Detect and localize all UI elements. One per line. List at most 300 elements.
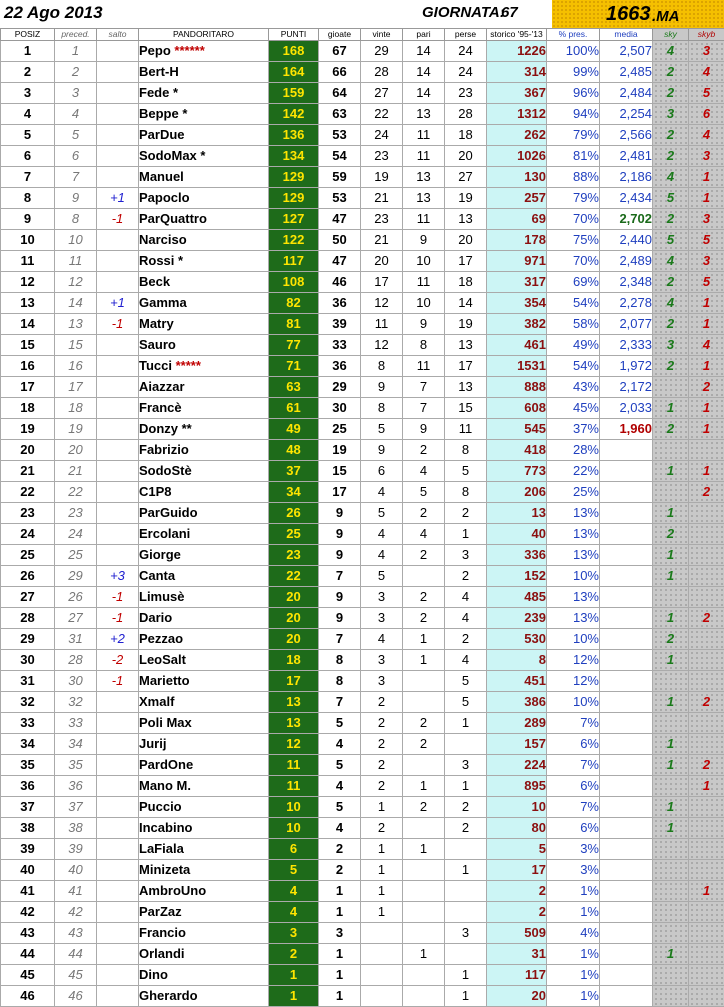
average-cell xyxy=(600,881,653,902)
skyb-cell xyxy=(689,713,724,734)
historical-cell: 80 xyxy=(487,818,547,839)
draws-cell: 4 xyxy=(403,461,445,482)
rank-change-cell xyxy=(97,839,139,860)
played-cell: 4 xyxy=(319,734,361,755)
skyb-cell xyxy=(689,944,724,965)
rank-change-cell xyxy=(97,440,139,461)
losses-cell: 20 xyxy=(445,230,487,251)
position-cell: 15 xyxy=(1,335,55,356)
player-name: Donzy ** xyxy=(139,421,192,436)
played-cell: 67 xyxy=(319,41,361,62)
played-cell: 9 xyxy=(319,587,361,608)
wins-cell: 4 xyxy=(361,482,403,503)
wins-cell: 1 xyxy=(361,797,403,818)
attendance-cell: 1% xyxy=(547,881,600,902)
attendance-cell: 88% xyxy=(547,167,600,188)
skyb-cell: 2 xyxy=(689,377,724,398)
player-name-cell xyxy=(139,650,269,671)
historical-cell: 10 xyxy=(487,797,547,818)
skyb-cell: 1 xyxy=(689,293,724,314)
points-cell: 12 xyxy=(269,734,319,755)
attendance-cell: 3% xyxy=(547,860,600,881)
player-name: Orlandi xyxy=(139,946,185,961)
previous-position-cell: 40 xyxy=(55,860,97,881)
table-row xyxy=(1,629,724,650)
losses-cell: 1 xyxy=(445,965,487,986)
points-cell: 34 xyxy=(269,482,319,503)
losses-cell: 13 xyxy=(445,377,487,398)
historical-cell: 367 xyxy=(487,83,547,104)
points-cell: 61 xyxy=(269,398,319,419)
played-cell: 64 xyxy=(319,83,361,104)
losses-cell: 5 xyxy=(445,461,487,482)
player-name-cell xyxy=(139,566,269,587)
historical-cell: 69 xyxy=(487,209,547,230)
position-cell: 1 xyxy=(1,41,55,62)
skyb-cell xyxy=(689,545,724,566)
wins-cell: 1 xyxy=(361,881,403,902)
average-cell xyxy=(600,461,653,482)
rank-change-cell xyxy=(97,986,139,1007)
points-cell: 129 xyxy=(269,188,319,209)
average-cell xyxy=(600,566,653,587)
position-cell: 23 xyxy=(1,503,55,524)
average-cell xyxy=(600,629,653,650)
losses-cell: 1 xyxy=(445,776,487,797)
losses-cell: 28 xyxy=(445,104,487,125)
player-name-cell xyxy=(139,503,269,524)
position-cell: 6 xyxy=(1,146,55,167)
average-cell: 2,481 xyxy=(600,146,653,167)
sky-cell: 1 xyxy=(653,818,689,839)
rank-change-cell xyxy=(97,482,139,503)
average-cell xyxy=(600,839,653,860)
player-name: ParQuattro xyxy=(139,211,207,226)
draws-cell: 1 xyxy=(403,629,445,650)
played-cell: 15 xyxy=(319,461,361,482)
losses-cell: 1 xyxy=(445,524,487,545)
position-cell: 2 xyxy=(1,62,55,83)
position-cell: 20 xyxy=(1,440,55,461)
position-cell: 30 xyxy=(1,650,55,671)
previous-position-cell: 11 xyxy=(55,251,97,272)
player-name-cell xyxy=(139,41,269,62)
historical-cell: 971 xyxy=(487,251,547,272)
rank-change-cell xyxy=(97,755,139,776)
attendance-cell: 28% xyxy=(547,440,600,461)
points-cell: 11 xyxy=(269,755,319,776)
player-name: Aiazzar xyxy=(139,379,185,394)
played-cell: 2 xyxy=(319,839,361,860)
rank-change-cell xyxy=(97,545,139,566)
table-row xyxy=(1,125,724,146)
previous-position-cell: 22 xyxy=(55,482,97,503)
wins-cell: 9 xyxy=(361,440,403,461)
table-row xyxy=(1,503,724,524)
played-cell: 5 xyxy=(319,755,361,776)
position-cell: 36 xyxy=(1,776,55,797)
player-name-cell xyxy=(139,713,269,734)
historical-cell: 354 xyxy=(487,293,547,314)
rank-change-cell xyxy=(97,230,139,251)
table-row xyxy=(1,482,724,503)
average-cell xyxy=(600,797,653,818)
played-cell: 8 xyxy=(319,671,361,692)
losses-cell: 13 xyxy=(445,335,487,356)
player-name-cell xyxy=(139,251,269,272)
average-cell xyxy=(600,608,653,629)
position-cell: 26 xyxy=(1,566,55,587)
player-name-cell xyxy=(139,188,269,209)
skyb-cell: 1 xyxy=(689,776,724,797)
player-name-cell xyxy=(139,482,269,503)
player-name: Jurij xyxy=(139,736,166,751)
position-cell: 45 xyxy=(1,965,55,986)
rank-change-cell xyxy=(97,818,139,839)
points-cell: 3 xyxy=(269,923,319,944)
points-cell: 164 xyxy=(269,62,319,83)
header-bar xyxy=(0,0,724,28)
attendance-cell: 99% xyxy=(547,62,600,83)
losses-cell: 19 xyxy=(445,314,487,335)
points-cell: 2 xyxy=(269,944,319,965)
position-cell: 3 xyxy=(1,83,55,104)
average-cell xyxy=(600,923,653,944)
average-cell: 2,484 xyxy=(600,83,653,104)
sky-cell: 1 xyxy=(653,461,689,482)
col-header-pari: pari xyxy=(403,29,445,41)
skyb-cell xyxy=(689,902,724,923)
position-cell: 44 xyxy=(1,944,55,965)
sky-cell: 2 xyxy=(653,629,689,650)
rank-change-cell: -1 xyxy=(97,314,139,335)
average-cell xyxy=(600,776,653,797)
historical-cell: 239 xyxy=(487,608,547,629)
position-cell: 27 xyxy=(1,587,55,608)
skyb-cell xyxy=(689,818,724,839)
points-cell: 6 xyxy=(269,839,319,860)
standings-table xyxy=(0,28,724,1007)
historical-cell: 13 xyxy=(487,503,547,524)
wins-cell xyxy=(361,965,403,986)
skyb-cell: 1 xyxy=(689,167,724,188)
losses-cell: 24 xyxy=(445,62,487,83)
points-cell: 134 xyxy=(269,146,319,167)
historical-cell: 382 xyxy=(487,314,547,335)
skyb-cell xyxy=(689,524,724,545)
previous-position-cell: 12 xyxy=(55,272,97,293)
historical-cell: 1531 xyxy=(487,356,547,377)
col-header-sky: sky xyxy=(653,29,689,41)
average-cell xyxy=(600,503,653,524)
rank-change-cell: +1 xyxy=(97,188,139,209)
skyb-cell xyxy=(689,860,724,881)
losses-cell: 8 xyxy=(445,440,487,461)
losses-cell xyxy=(445,944,487,965)
giornata-label: GIORNATA: xyxy=(422,4,505,21)
draws-cell: 1 xyxy=(403,650,445,671)
draws-cell: 2 xyxy=(403,608,445,629)
player-name: SodoStè xyxy=(139,463,192,478)
points-cell: 37 xyxy=(269,461,319,482)
sky-cell xyxy=(653,671,689,692)
table-row xyxy=(1,146,724,167)
skyb-cell xyxy=(689,986,724,1007)
average-cell xyxy=(600,734,653,755)
sky-cell xyxy=(653,986,689,1007)
attendance-cell: 79% xyxy=(547,188,600,209)
losses-cell: 17 xyxy=(445,251,487,272)
played-cell: 33 xyxy=(319,335,361,356)
attendance-cell: 6% xyxy=(547,776,600,797)
points-cell: 81 xyxy=(269,314,319,335)
losses-cell: 11 xyxy=(445,419,487,440)
draws-cell xyxy=(403,818,445,839)
played-cell: 17 xyxy=(319,482,361,503)
sky-cell: 1 xyxy=(653,398,689,419)
historical-cell: 1226 xyxy=(487,41,547,62)
draws-cell: 9 xyxy=(403,314,445,335)
draws-cell: 2 xyxy=(403,713,445,734)
points-cell: 117 xyxy=(269,251,319,272)
player-name-cell xyxy=(139,608,269,629)
skyb-cell xyxy=(689,440,724,461)
average-cell: 2,278 xyxy=(600,293,653,314)
player-name-cell xyxy=(139,440,269,461)
sky-cell: 4 xyxy=(653,293,689,314)
attendance-cell: 37% xyxy=(547,419,600,440)
played-cell: 2 xyxy=(319,860,361,881)
previous-position-cell: 8 xyxy=(55,209,97,230)
points-cell: 10 xyxy=(269,818,319,839)
player-name-cell xyxy=(139,734,269,755)
skyb-cell: 4 xyxy=(689,62,724,83)
played-cell: 1 xyxy=(319,902,361,923)
position-cell: 13 xyxy=(1,293,55,314)
average-cell: 2,702 xyxy=(600,209,653,230)
sky-cell xyxy=(653,881,689,902)
wins-cell: 29 xyxy=(361,41,403,62)
attendance-cell: 1% xyxy=(547,902,600,923)
player-name-cell xyxy=(139,839,269,860)
previous-position-cell: 23 xyxy=(55,503,97,524)
historical-cell: 485 xyxy=(487,587,547,608)
attendance-cell: 7% xyxy=(547,713,600,734)
player-name-cell xyxy=(139,902,269,923)
rank-change-cell xyxy=(97,398,139,419)
player-name-cell xyxy=(139,62,269,83)
table-row xyxy=(1,881,724,902)
sky-cell: 2 xyxy=(653,62,689,83)
historical-cell: 2 xyxy=(487,881,547,902)
position-cell: 40 xyxy=(1,860,55,881)
player-name-cell xyxy=(139,629,269,650)
losses-cell xyxy=(445,839,487,860)
table-row xyxy=(1,167,724,188)
rank-change-cell xyxy=(97,83,139,104)
rank-change-cell xyxy=(97,356,139,377)
historical-cell: 888 xyxy=(487,377,547,398)
player-name-cell xyxy=(139,923,269,944)
rank-change-cell xyxy=(97,104,139,125)
rank-change-cell: -2 xyxy=(97,650,139,671)
position-cell: 31 xyxy=(1,671,55,692)
player-name-cell xyxy=(139,146,269,167)
table-row xyxy=(1,461,724,482)
played-cell: 5 xyxy=(319,797,361,818)
player-name-cell xyxy=(139,83,269,104)
attendance-cell: 10% xyxy=(547,629,600,650)
losses-cell: 18 xyxy=(445,272,487,293)
historical-cell: 418 xyxy=(487,440,547,461)
average-cell: 2,489 xyxy=(600,251,653,272)
position-cell: 34 xyxy=(1,734,55,755)
previous-position-cell: 6 xyxy=(55,146,97,167)
skyb-cell: 3 xyxy=(689,209,724,230)
average-cell xyxy=(600,545,653,566)
position-cell: 19 xyxy=(1,419,55,440)
table-row xyxy=(1,902,724,923)
historical-cell: 1312 xyxy=(487,104,547,125)
losses-cell: 1 xyxy=(445,860,487,881)
played-cell: 7 xyxy=(319,566,361,587)
historical-cell: 178 xyxy=(487,230,547,251)
losses-cell: 19 xyxy=(445,188,487,209)
player-name-cell xyxy=(139,755,269,776)
skyb-cell xyxy=(689,503,724,524)
draws-cell: 14 xyxy=(403,41,445,62)
rank-change-cell xyxy=(97,461,139,482)
attendance-cell: 1% xyxy=(547,965,600,986)
sky-cell: 5 xyxy=(653,230,689,251)
skyb-cell: 2 xyxy=(689,755,724,776)
average-cell xyxy=(600,440,653,461)
wins-cell: 5 xyxy=(361,503,403,524)
player-name: Canta xyxy=(139,568,175,583)
player-name: Pezzao xyxy=(139,631,183,646)
played-cell: 47 xyxy=(319,251,361,272)
sky-cell: 2 xyxy=(653,524,689,545)
points-cell: 1 xyxy=(269,986,319,1007)
rank-change-cell xyxy=(97,797,139,818)
historical-cell: 895 xyxy=(487,776,547,797)
player-name: Matry xyxy=(139,316,174,331)
average-cell: 2,333 xyxy=(600,335,653,356)
player-name: PardOne xyxy=(139,757,193,772)
previous-position-cell: 10 xyxy=(55,230,97,251)
played-cell: 1 xyxy=(319,965,361,986)
player-name: Dino xyxy=(139,967,168,982)
position-cell: 33 xyxy=(1,713,55,734)
rank-change-cell xyxy=(97,41,139,62)
played-cell: 4 xyxy=(319,776,361,797)
table-header-row xyxy=(1,29,724,41)
historical-cell: 40 xyxy=(487,524,547,545)
player-name-cell xyxy=(139,965,269,986)
average-cell xyxy=(600,524,653,545)
sky-cell: 1 xyxy=(653,503,689,524)
rank-change-cell xyxy=(97,272,139,293)
wins-cell: 2 xyxy=(361,734,403,755)
skyb-cell xyxy=(689,923,724,944)
points-cell: 159 xyxy=(269,83,319,104)
previous-position-cell: 46 xyxy=(55,986,97,1007)
wins-cell: 8 xyxy=(361,398,403,419)
attendance-cell: 58% xyxy=(547,314,600,335)
draws-cell: 11 xyxy=(403,209,445,230)
wins-cell: 2 xyxy=(361,692,403,713)
skyb-cell: 3 xyxy=(689,251,724,272)
average-cell: 2,507 xyxy=(600,41,653,62)
position-cell: 22 xyxy=(1,482,55,503)
losses-cell: 20 xyxy=(445,146,487,167)
draws-cell xyxy=(403,902,445,923)
skyb-cell: 5 xyxy=(689,272,724,293)
points-cell: 11 xyxy=(269,776,319,797)
player-name: AmbroUno xyxy=(139,883,206,898)
historical-cell: 386 xyxy=(487,692,547,713)
losses-cell: 23 xyxy=(445,83,487,104)
losses-cell xyxy=(445,902,487,923)
sky-cell: 1 xyxy=(653,734,689,755)
table-row xyxy=(1,251,724,272)
wins-cell: 3 xyxy=(361,650,403,671)
historical-cell: 773 xyxy=(487,461,547,482)
average-cell: 2,172 xyxy=(600,377,653,398)
sky-cell xyxy=(653,923,689,944)
wins-cell: 23 xyxy=(361,209,403,230)
rank-change-cell xyxy=(97,503,139,524)
player-name: Manuel xyxy=(139,169,184,184)
wins-cell: 1 xyxy=(361,839,403,860)
played-cell: 63 xyxy=(319,104,361,125)
previous-position-cell: 42 xyxy=(55,902,97,923)
wins-cell: 5 xyxy=(361,566,403,587)
position-cell: 12 xyxy=(1,272,55,293)
previous-position-cell: 30 xyxy=(55,671,97,692)
position-cell: 8 xyxy=(1,188,55,209)
table-row xyxy=(1,923,724,944)
sky-cell: 1 xyxy=(653,650,689,671)
attendance-cell: 70% xyxy=(547,251,600,272)
table-row xyxy=(1,566,724,587)
previous-position-cell: 45 xyxy=(55,965,97,986)
table-row xyxy=(1,104,724,125)
player-name-cell xyxy=(139,125,269,146)
draws-cell: 10 xyxy=(403,293,445,314)
player-name-cell xyxy=(139,692,269,713)
wins-cell: 21 xyxy=(361,188,403,209)
table-row xyxy=(1,608,724,629)
table-row xyxy=(1,986,724,1007)
previous-position-cell: 21 xyxy=(55,461,97,482)
historical-cell: 2 xyxy=(487,902,547,923)
attendance-cell: 49% xyxy=(547,335,600,356)
rank-change-cell xyxy=(97,167,139,188)
rank-change-cell: +1 xyxy=(97,293,139,314)
average-cell xyxy=(600,818,653,839)
position-cell: 11 xyxy=(1,251,55,272)
attendance-cell: 12% xyxy=(547,650,600,671)
attendance-cell: 69% xyxy=(547,272,600,293)
average-cell xyxy=(600,965,653,986)
draws-cell: 11 xyxy=(403,146,445,167)
average-cell xyxy=(600,671,653,692)
player-name: Gamma xyxy=(139,295,187,310)
played-cell: 54 xyxy=(319,146,361,167)
wins-cell: 19 xyxy=(361,167,403,188)
player-name: Beck xyxy=(139,274,170,289)
